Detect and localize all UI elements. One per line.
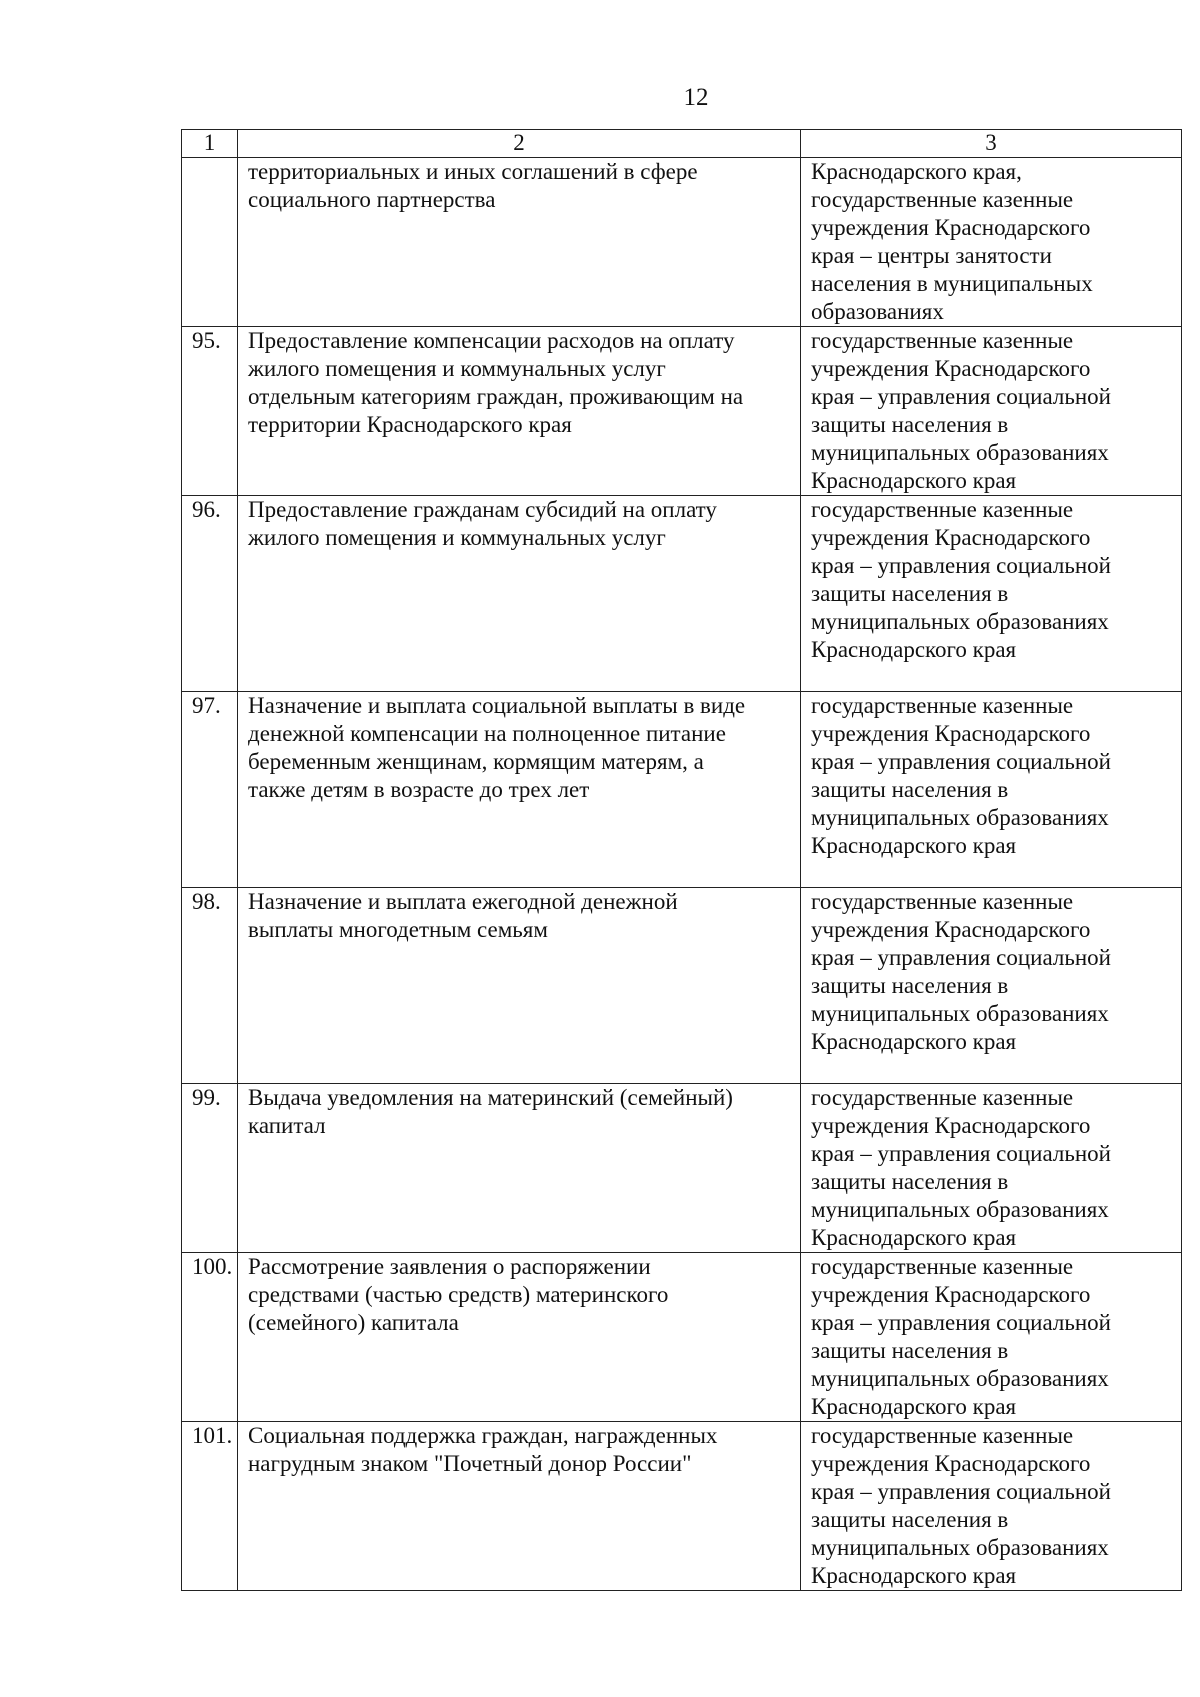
row-number: 101. <box>182 1422 238 1591</box>
responsible-organization: государственные казенные учреждения Краснодарского края – управления социальной защиты населения в муниципальных образованиях Краснодарского края <box>801 1253 1182 1422</box>
responsible-organization: государственные казенные учреждения Краснодарского края – управления социальной защиты населения в муниципальных образованиях Краснодарского края <box>801 692 1182 888</box>
service-name: Назначение и выплата социальной выплаты в виде денежной компенсации на полноценное питание беременным женщинам, кормящим матерям, а также детям в возрасте до трех лет <box>238 692 801 888</box>
service-name: Назначение и выплата ежегодной денежной выплаты многодетным семьям <box>238 888 801 1084</box>
responsible-organization: государственные казенные учреждения Краснодарского края – управления социальной защиты населения в муниципальных образованиях Краснодарского края <box>801 888 1182 1084</box>
row-number: 100. <box>182 1253 238 1422</box>
table-row <box>182 1084 1182 1253</box>
table-row <box>182 496 1182 692</box>
table-row <box>182 692 1182 888</box>
service-name: Предоставление гражданам субсидий на оплату жилого помещения и коммунальных услуг <box>238 496 801 692</box>
service-name: Социальная поддержка граждан, награжденных нагрудным знаком "Почетный донор России" <box>238 1422 801 1591</box>
responsible-organization: государственные казенные учреждения Краснодарского края – управления социальной защиты населения в муниципальных образованиях Краснодарского края <box>801 327 1182 496</box>
row-number: 95. <box>182 327 238 496</box>
service-name: Предоставление компенсации расходов на оплату жилого помещения и коммунальных услуг отдельным категориям граждан, проживающим на территории Краснодарского края <box>238 327 801 496</box>
service-name: Рассмотрение заявления о распоряжении средствами (частью средств) материнского (семейного) капитала <box>238 1253 801 1422</box>
table-header-row <box>182 130 1182 158</box>
row-number: 96. <box>182 496 238 692</box>
row-number: 98. <box>182 888 238 1084</box>
responsible-organization: государственные казенные учреждения Краснодарского края – управления социальной защиты населения в муниципальных образованиях Краснодарского края <box>801 1084 1182 1253</box>
page-number-text: 12 <box>683 84 709 111</box>
column-header-3: 3 <box>801 130 1182 158</box>
responsible-organization: государственные казенные учреждения Краснодарского края – управления социальной защиты населения в муниципальных образованиях Краснодарского края <box>801 496 1182 692</box>
responsible-organization: государственные казенные учреждения Краснодарского края – управления социальной защиты населения в муниципальных образованиях Краснодарского края <box>801 1422 1182 1591</box>
table-row <box>182 1253 1182 1422</box>
table-row <box>182 1422 1182 1591</box>
service-name: территориальных и иных соглашений в сфере социального партнерства <box>238 158 801 327</box>
column-header-1: 1 <box>182 130 238 158</box>
page-number <box>0 84 1200 112</box>
table-row <box>182 158 1182 327</box>
table-row <box>182 327 1182 496</box>
row-number: 97. <box>182 692 238 888</box>
services-table <box>181 129 1182 1591</box>
responsible-organization: Краснодарского края, государственные казенные учреждения Краснодарского края – центры занятости населения в муниципальных образованиях <box>801 158 1182 327</box>
table-row <box>182 888 1182 1084</box>
row-number <box>182 158 238 327</box>
service-name: Выдача уведомления на материнский (семейный) капитал <box>238 1084 801 1253</box>
column-header-2: 2 <box>238 130 801 158</box>
row-number: 99. <box>182 1084 238 1253</box>
